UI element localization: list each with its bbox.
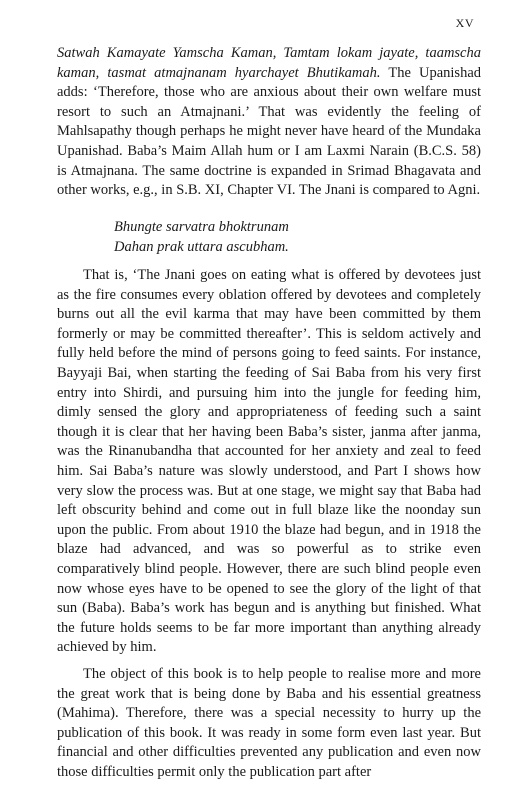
- paragraph-upanishad-text: The Upanishad adds: ‘Therefore, those who are anxious about their own welfare must resort to such an Atmajnani.’ That was evidently the feeling of Mahlsapathy though perhaps he might never have heard of the Mundaka Upanishad. Baba’s Maim Allah hum or I am Laxmi Narain (B.C.S. 58) is Atmajnana. The same doctrine is expanded in Srimad Bhagavata and other works, e.g., in S.B. XI, Chapter VI. The Jnani is compared to Agni.: [57, 64, 482, 199]
- paragraph-upanishad: [57, 44, 481, 201]
- verse-line-1: Bhungte sarvatra bhoktrunam: [114, 219, 289, 235]
- verse-line-2: Dahan prak uttara ascubham.: [114, 238, 289, 255]
- page-number: XV: [455, 16, 474, 30]
- sanskrit-verse: [114, 218, 289, 257]
- paragraph-jnani: That is, ‘The Jnani goes on eating what is offered by devotees just as the fire consumes every oblation offered by devotees and completely burns out all the evil karma that may have been committed by them formerly or may be committed thereafter’. This is seldom actively and fully held before the mind of persons going to feed saints. For instance, Bayyaji Bai, when starting the feeding of Sai Baba from his very first entry into Shirdi, and pursuing him into the jungle for feeding him, dimly sensed the glory and appropriateness of feeding such a saint though it is clear that her having been Baba’s sister, janma after janma, was the Rinanubandha that accounted for her anxiety and zeal to feed him. Sai Baba’s nature was slowly understood, and Part I shows how very slow the process was. But at one stage, we might say that Baba had left obscurity behind and come out in full blaze like the noonday sun upon the public. From about 1910 the blaze had begun, and in 1918 the blaze had advanced, and was so powerful as to strike even comparatively blind people. However, there are such blind people even now whose eyes have to be opened to see the glory of the light of that sun (Baba). Baba’s work has begun and is anything but finished. What the future holds seems to be far more important than anything already achieved by him.: [57, 267, 481, 656]
- paragraph-object-of-book: The object of this book is to help people to realise more and more the great work that is being done by Baba and his essential greatness (Mahima). Therefore, there was a special necessity to hurry up the publication of this book. It was ready in some form even last year. But financial and other difficulties prevented any publication and even now those difficulties permit only the publication part after: [57, 666, 481, 780]
- sanskrit-quote: Satwah Kamayate Yamscha Kaman, Tamtam lokam jayate, taamscha kaman, tasmat atmajnanam hyarchayet Bhutikamah.: [57, 45, 481, 81]
